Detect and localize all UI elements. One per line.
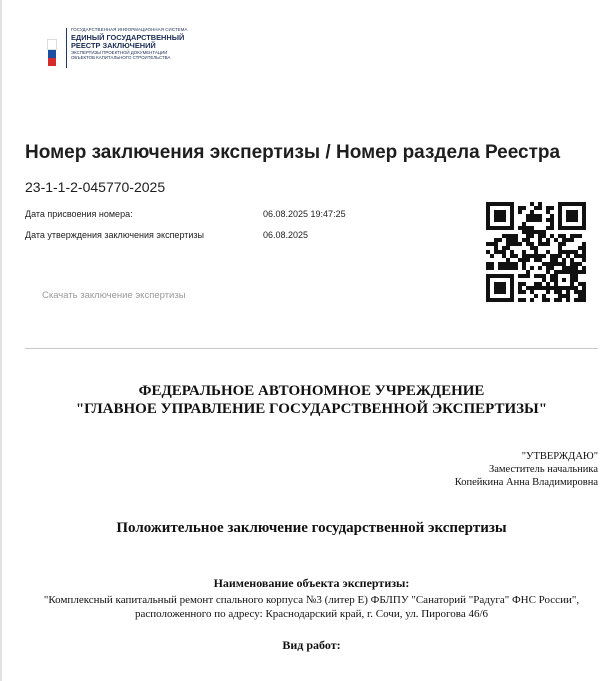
approval-date-value: 06.08.2025 — [263, 230, 309, 240]
qr-code-icon — [486, 202, 586, 302]
object-name-label: Наименование объекта экспертизы: — [213, 576, 410, 590]
logo-line-1: ГОСУДАРСТВЕННАЯ ИНФОРМАЦИОННАЯ СИСТЕМА — [71, 27, 188, 32]
approver-name: Копейкина Анна Владимировна — [454, 477, 598, 488]
page-left-edge — [0, 0, 2, 681]
conclusion-title: Положительное заключение государственной экспертизы — [116, 520, 507, 536]
approve-stamp: "УТВЕРЖДАЮ" — [521, 451, 598, 462]
object-name-line-2: расположенного по адресу: Краснодарский край, г. Сочи, ул. Пирогова 46/6 — [134, 608, 489, 620]
page-title: Номер заключения экспертизы / Номер раздела Реестра — [25, 142, 561, 163]
logo-text — [71, 28, 251, 60]
approver-position: Заместитель начальника — [488, 464, 598, 475]
logo-line-2: ЕДИНЫЙ ГОСУДАРСТВЕННЫЙ — [71, 33, 185, 43]
assign-date-value: 06.08.2025 19:47:25 — [263, 209, 346, 219]
org-name-line-2: "ГЛАВНОЕ УПРАВЛЕНИЕ ГОСУДАРСТВЕННОЙ ЭКСПЕРТИЗЫ" — [75, 401, 548, 417]
work-type-label: Вид работ: — [282, 638, 341, 652]
logo-line-4: ЭКСПЕРТИЗЫ ПРОЕКТНОЙ ДОКУМЕНТАЦИИ — [71, 50, 168, 56]
section-divider — [25, 348, 598, 349]
org-name-line-1: ФЕДЕРАЛЬНОЕ АВТОНОМНОЕ УЧРЕЖДЕНИЕ — [138, 383, 485, 399]
logo-divider — [66, 28, 67, 68]
object-name-line-1: "Комплексный капитальный ремонт спального корпуса №3 (литер Е) ФБЛПУ "Санаторий "Радуга" ФНС России", — [43, 594, 580, 606]
logo-line-5: ОБЪЕКТОВ КАПИТАЛЬНОГО СТРОИТЕЛЬСТВА — [71, 54, 171, 60]
download-conclusion-link[interactable]: Скачать заключение экспертизы — [42, 290, 186, 301]
registry-number: 23-1-1-2-045770-2025 — [25, 179, 166, 195]
logo-line-3: РЕЕСТР ЗАКЛЮЧЕНИЙ — [71, 40, 156, 50]
russian-flag-icon — [48, 40, 56, 66]
approval-date-label: Дата утверждения заключения экспертизы — [25, 230, 204, 240]
assign-date-label: Дата присвоения номера: — [25, 209, 133, 219]
